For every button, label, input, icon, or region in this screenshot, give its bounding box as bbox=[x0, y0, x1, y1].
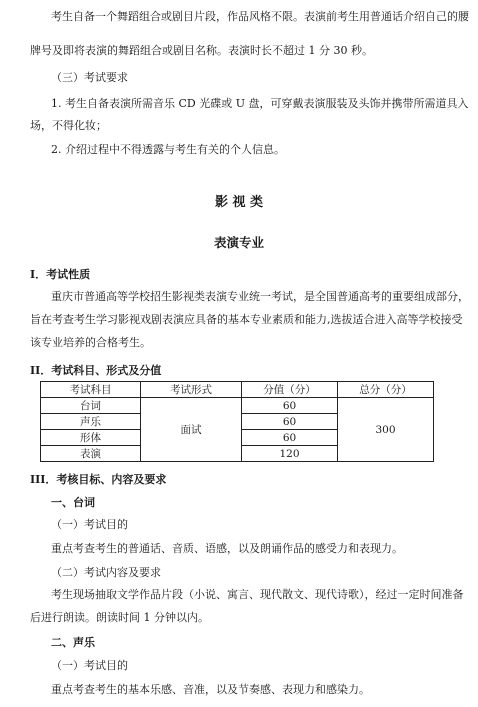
vocal-goal: 重点考查考生的基本乐感、音准，以及节奏感、表现力和感染力。 bbox=[51, 683, 370, 696]
subject-cell: 台词 bbox=[41, 398, 141, 414]
recitation-goal-heading: （一）考试目的 bbox=[51, 518, 128, 531]
subject-cell: 声乐 bbox=[41, 414, 141, 430]
intro-line-1: 考生自备一个舞蹈组合或剧目片段，作品风格不限。表演前考生用普通话介绍自己的腰 bbox=[51, 10, 469, 23]
score-cell: 120 bbox=[242, 446, 338, 462]
requirement-1-line-2: 场，不得化妆； bbox=[30, 119, 107, 132]
recitation-goal: 重点考查考生的普通话、音质、语感，以及朗诵作品的感受力和表现力。 bbox=[51, 542, 403, 555]
vocal-goal-heading: （一）考试目的 bbox=[51, 659, 128, 672]
recitation-content-heading: （二）考试内容及要求 bbox=[51, 566, 161, 579]
score-cell: 60 bbox=[242, 414, 338, 430]
section-1-line-2: 旨在考查考生学习影视戏剧表演应具备的基本专业素质和能力,选拔适合进入高等学校接受 bbox=[30, 313, 463, 326]
category-title: 影 视 类 bbox=[214, 195, 264, 210]
score-cell: 60 bbox=[242, 398, 338, 414]
header-total: 总分（分） bbox=[338, 382, 434, 398]
header-form: 考试形式 bbox=[141, 382, 242, 398]
header-score: 分值（分） bbox=[242, 382, 338, 398]
section-1-line-3: 该专业培养的合格考生。 bbox=[30, 336, 151, 349]
recitation-content-line-2: 后进行朗读。朗读时间 1 分钟以内。 bbox=[30, 611, 209, 624]
section-2-heading: II．考试科目、形式及分值 bbox=[30, 364, 162, 377]
table-header-row bbox=[41, 382, 434, 398]
form-cell: 面试 bbox=[141, 398, 242, 462]
total-cell: 300 bbox=[338, 398, 434, 462]
section-1-line-1: 重庆市普通高等学校招生影视类表演专业统一考试，是全国普通高考的重要组成部分， bbox=[51, 290, 469, 303]
subsection-vocal: 二、声乐 bbox=[51, 636, 95, 649]
header-subject: 考试科目 bbox=[41, 382, 141, 398]
score-cell: 60 bbox=[242, 430, 338, 446]
intro-line-2: 牌号及即将表演的舞蹈组合或剧目名称。表演时长不超过 1 分 30 秒。 bbox=[30, 44, 373, 57]
recitation-content-line-1: 考生现场抽取文学作品片段（小说、寓言、现代散文、现代诗歌），经过一定时间准备 bbox=[51, 588, 464, 601]
subject-cell: 表演 bbox=[41, 446, 141, 462]
subject-cell: 形体 bbox=[41, 430, 141, 446]
requirement-1-line-1: 1. 考生自备表演所需音乐 CD 光碟或 U 盘，可穿戴表演服装及头饰并携带所需道具入 bbox=[51, 97, 469, 110]
section-3-heading: III．考核目标、内容及要求 bbox=[30, 473, 167, 486]
requirements-heading: （三）考试要求 bbox=[51, 71, 128, 84]
major-title: 表演专业 bbox=[213, 235, 264, 250]
table-row bbox=[41, 398, 434, 414]
exam-subjects-table bbox=[40, 381, 434, 462]
requirement-2: 2. 介绍过程中不得透露与考生有关的个人信息。 bbox=[51, 143, 285, 156]
section-1-heading: I．考试性质 bbox=[30, 268, 91, 281]
subsection-recitation: 一、台词 bbox=[51, 496, 95, 509]
